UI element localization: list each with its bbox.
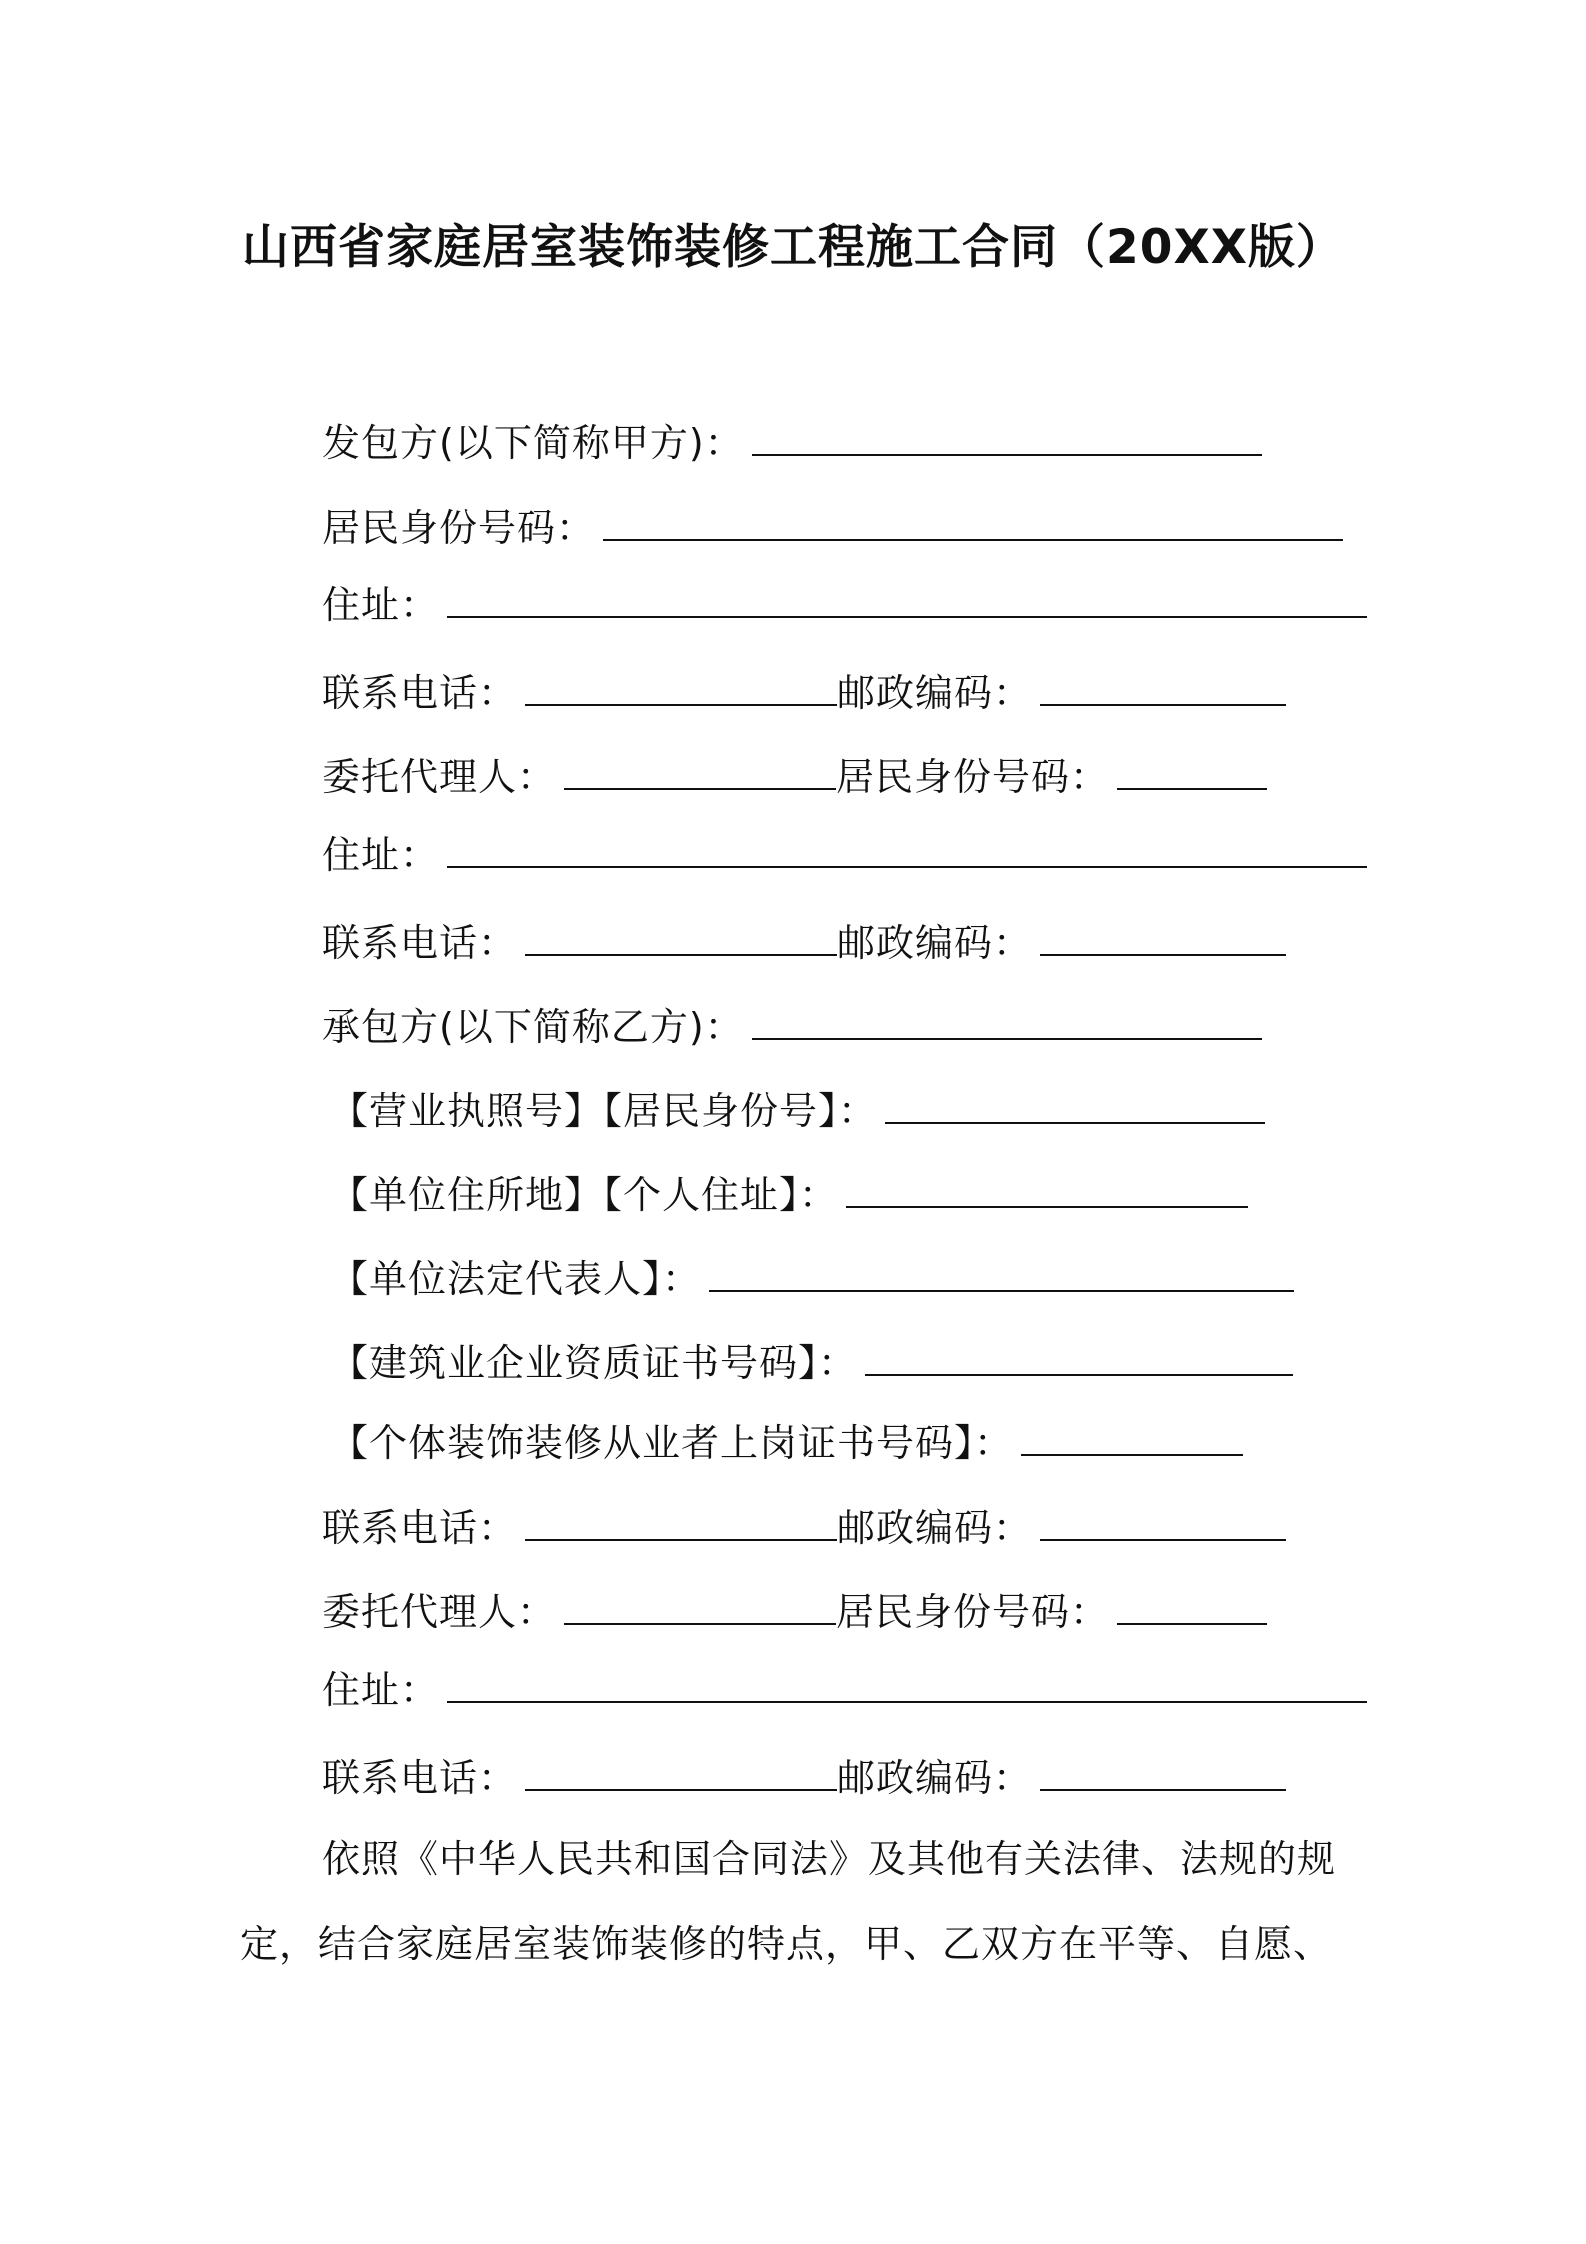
party-a-contact-row bbox=[322, 668, 1286, 717]
party-b-phone-field[interactable] bbox=[525, 1503, 837, 1541]
party-a-agent-phone-field[interactable] bbox=[525, 918, 837, 956]
party-a-id-row bbox=[322, 503, 1343, 552]
document-title: 山西省家庭居室装饰装修工程施工合同（20XX版） bbox=[242, 220, 1344, 275]
party-b-name-field[interactable] bbox=[752, 1002, 1262, 1040]
party-a-agent-address-row bbox=[322, 830, 1367, 879]
party-b-license-row bbox=[330, 1086, 1265, 1135]
party-a-agent-phone-label: 联系电话： bbox=[322, 921, 518, 965]
party-a-agent-postcode-label: 邮政编码： bbox=[837, 921, 1033, 965]
party-b-license-field[interactable] bbox=[885, 1086, 1265, 1124]
party-b-postcode-label: 邮政编码： bbox=[837, 1506, 1033, 1550]
party-a-address-label: 住址： bbox=[322, 583, 440, 627]
party-b-legal-rep-row bbox=[330, 1254, 1294, 1303]
party-b-agent-id-field[interactable] bbox=[1117, 1587, 1267, 1625]
party-b-practitioner-field[interactable] bbox=[1021, 1418, 1243, 1456]
party-b-phone-label: 联系电话： bbox=[322, 1506, 518, 1550]
party-b-agent-contact-row bbox=[322, 1753, 1286, 1802]
party-b-agent-phone-field[interactable] bbox=[525, 1753, 837, 1791]
party-b-license-label: 【营业执照号】【居民身份号】： bbox=[330, 1089, 878, 1133]
party-a-address-field[interactable] bbox=[447, 580, 1367, 618]
party-b-agent-address-field[interactable] bbox=[447, 1665, 1367, 1703]
party-b-agent-label: 委托代理人： bbox=[322, 1590, 557, 1634]
party-a-postcode-field[interactable] bbox=[1040, 668, 1286, 706]
party-a-agent-id-label: 居民身份号码： bbox=[836, 755, 1110, 799]
party-b-contact-row bbox=[322, 1503, 1286, 1552]
party-b-agent-row bbox=[322, 1587, 1267, 1636]
party-a-agent-contact-row bbox=[322, 918, 1286, 967]
party-b-practitioner-label: 【个体装饰装修从业者上岗证书号码】： bbox=[330, 1421, 1014, 1465]
party-a-agent-address-label: 住址： bbox=[322, 833, 440, 877]
party-a-address-row bbox=[322, 580, 1367, 629]
party-a-agent-field[interactable] bbox=[564, 752, 836, 790]
party-b-qualification-label: 【建筑业企业资质证书号码】： bbox=[330, 1341, 858, 1385]
party-a-name-label: 发包方(以下简称甲方)： bbox=[322, 421, 744, 465]
party-b-agent-field[interactable] bbox=[564, 1587, 836, 1625]
party-b-agent-id-label: 居民身份号码： bbox=[836, 1590, 1110, 1634]
party-a-phone-label: 联系电话： bbox=[322, 671, 518, 715]
party-b-legal-rep-label: 【单位法定代表人】： bbox=[330, 1257, 702, 1301]
intro-line-2: 定，结合家庭居室装饰装修的特点，甲、乙双方在平等、自愿、 bbox=[240, 1922, 1333, 1966]
party-a-agent-postcode-field[interactable] bbox=[1040, 918, 1286, 956]
party-b-residence-label: 【单位住所地】【个人住址】： bbox=[330, 1173, 839, 1217]
party-b-legal-rep-field[interactable] bbox=[709, 1254, 1294, 1292]
party-b-residence-row bbox=[330, 1170, 1248, 1219]
party-a-name-field[interactable] bbox=[752, 418, 1262, 456]
party-b-qualification-row bbox=[330, 1338, 1293, 1387]
party-b-residence-field[interactable] bbox=[846, 1170, 1248, 1208]
party-b-agent-address-row bbox=[322, 1665, 1367, 1714]
party-a-phone-field[interactable] bbox=[525, 668, 837, 706]
party-a-agent-address-field[interactable] bbox=[447, 830, 1367, 868]
intro-line-1: 依照《中华人民共和国合同法》及其他有关法律、法规的规 bbox=[322, 1837, 1337, 1881]
party-a-id-field[interactable] bbox=[603, 503, 1343, 541]
party-b-name-label: 承包方(以下简称乙方)： bbox=[322, 1005, 744, 1049]
party-b-agent-postcode-field[interactable] bbox=[1040, 1753, 1286, 1791]
party-a-id-label: 居民身份号码： bbox=[322, 506, 596, 550]
party-b-practitioner-row bbox=[330, 1418, 1243, 1467]
party-a-name-row bbox=[322, 418, 1262, 467]
party-b-postcode-field[interactable] bbox=[1040, 1503, 1286, 1541]
party-a-agent-id-field[interactable] bbox=[1117, 752, 1267, 790]
party-a-agent-row bbox=[322, 752, 1267, 801]
party-b-qualification-field[interactable] bbox=[865, 1338, 1293, 1376]
party-b-name-row bbox=[322, 1002, 1262, 1051]
party-b-agent-postcode-label: 邮政编码： bbox=[837, 1756, 1033, 1800]
party-a-agent-label: 委托代理人： bbox=[322, 755, 557, 799]
party-b-agent-address-label: 住址： bbox=[322, 1668, 440, 1712]
party-a-postcode-label: 邮政编码： bbox=[837, 671, 1033, 715]
party-b-agent-phone-label: 联系电话： bbox=[322, 1756, 518, 1800]
